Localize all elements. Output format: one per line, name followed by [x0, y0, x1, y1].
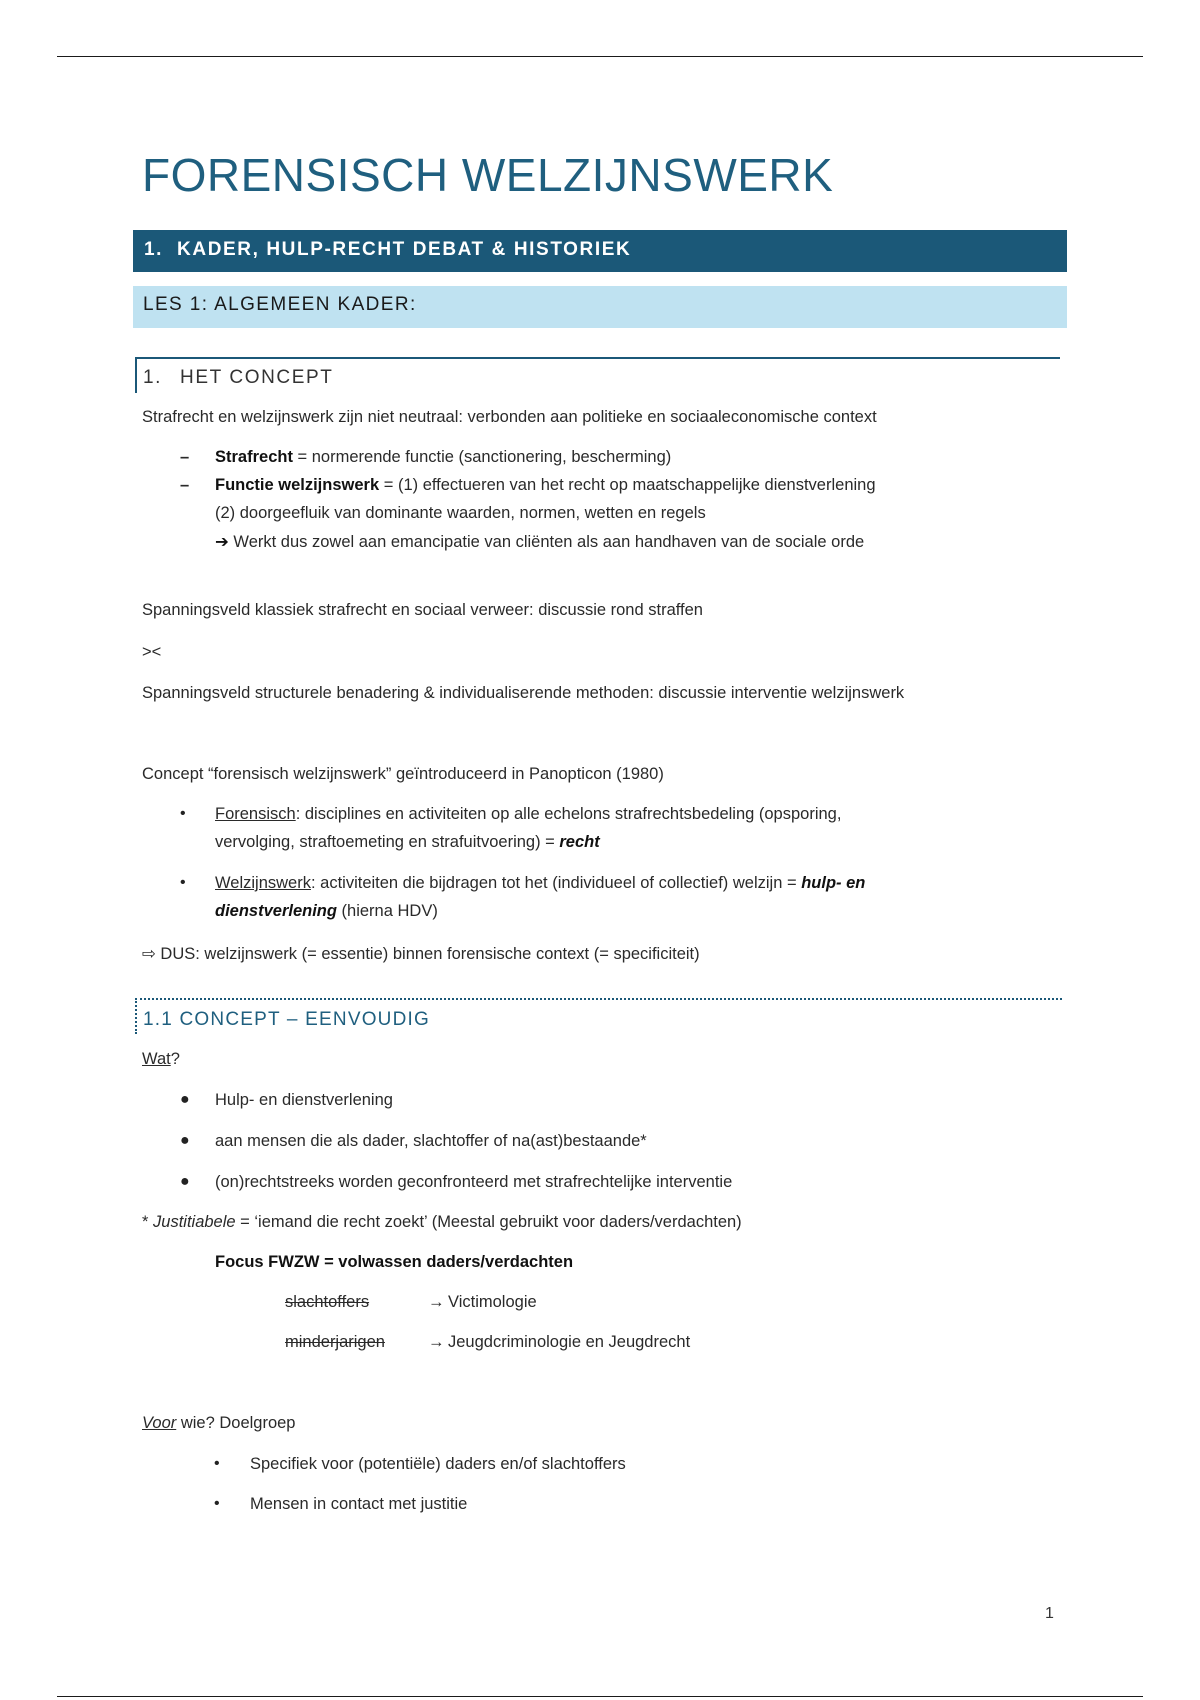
- dash-term: Functie welzijnswerk: [215, 476, 380, 494]
- arrow-icon: →: [428, 1333, 445, 1351]
- tension-line-2: Spanningsveld structurele benadering & individualiserende methoden: discussie interventie welzijnswerk: [142, 684, 905, 702]
- welzijnswerk-emph: hulp- en: [801, 874, 866, 892]
- section-number: 1.: [143, 367, 163, 388]
- bullet-icon: •: [180, 874, 186, 891]
- dash-item-welzijnswerk: [215, 476, 876, 495]
- voor-wie-line: [142, 1414, 296, 1433]
- dash-item: [180, 448, 189, 467]
- footnote-star: *: [142, 1213, 154, 1231]
- bullet-icon: ●: [180, 1173, 190, 1190]
- arrow-icon: →: [428, 1293, 445, 1311]
- les-heading-bar: LES 1: ALGEMEEN KADER:: [133, 286, 1067, 328]
- dus-line: ⇨ DUS: welzijnswerk (= essentie) binnen forensische context (= specificiteit): [142, 945, 700, 963]
- bullet-icon: •: [214, 1495, 220, 1512]
- arrow-line-text: Werkt dus zowel aan emancipatie van cliënten als aan handhaven van de sociale orde: [233, 533, 865, 551]
- heading-1-text: KADER, HULP-RECHT DEBAT & HISTORIEK: [177, 239, 632, 260]
- bullet-icon: •: [214, 1455, 220, 1472]
- footnote-text: = ‘iemand die recht zoekt’ (Meestal gebruikt voor daders/verdachten): [235, 1213, 742, 1231]
- heading-1-bar: [133, 230, 1067, 272]
- wat-label: [142, 1050, 180, 1069]
- heading-1-number: 1.: [144, 239, 164, 260]
- voor-rest: wie? Doelgroep: [176, 1414, 296, 1432]
- list-item: Mensen in contact met justitie: [250, 1495, 468, 1513]
- dash-marker: –: [180, 448, 190, 466]
- section-title: HET CONCEPT: [180, 367, 334, 388]
- excluded-target: Victimologie: [448, 1293, 537, 1311]
- continuation-line: (2) doorgeefluik van dominante waarden, normen, wetten en regels: [215, 504, 706, 522]
- versus-symbol: ><: [142, 643, 162, 661]
- welzijnswerk-tail: (hierna HDV): [336, 902, 438, 920]
- subsection-heading: 1.1 CONCEPT – EENVOUDIG: [135, 998, 1062, 1034]
- bottom-rule: [57, 1696, 1143, 1697]
- footnote-term: Justitiabele: [153, 1213, 236, 1231]
- list-item: (on)rechtstreeks worden geconfronteerd met strafrechtelijke interventie: [215, 1173, 733, 1191]
- wat-question: ?: [170, 1050, 180, 1068]
- tension-line-1: Spanningsveld klassiek strafrecht en sociaal verweer: discussie rond straffen: [142, 601, 703, 619]
- dash-text: = (1) effectueren van het recht op maatschappelijke dienstverlening: [379, 476, 876, 494]
- arrow-line: [215, 532, 864, 552]
- voor-term: Voor: [142, 1414, 177, 1432]
- right-arrow-icon: ➔: [215, 533, 229, 551]
- bullet-icon: •: [180, 805, 186, 822]
- dash-item: [180, 476, 189, 495]
- struck-term: minderjarigen: [285, 1333, 385, 1351]
- focus-line: Focus FWZW = volwassen daders/verdachten: [215, 1253, 574, 1271]
- top-rule: [57, 56, 1143, 57]
- forensisch-line-2: [215, 833, 600, 852]
- footnote-line: [142, 1213, 742, 1232]
- dash-text: = normerende functie (sanctionering, bescherming): [292, 448, 672, 466]
- bullet-icon: ●: [180, 1091, 190, 1108]
- welzijnswerk-line-2: [215, 902, 438, 921]
- struck-term: slachtoffers: [285, 1293, 370, 1311]
- concept-paragraph: Concept “forensisch welzijnswerk” geïntroduceerd in Panopticon (1980): [142, 765, 664, 783]
- page-number: 1: [1045, 1605, 1054, 1622]
- forensisch-line-1: [215, 805, 841, 824]
- dash-term: Strafrecht: [215, 448, 293, 466]
- list-item: Specifiek voor (potentiële) daders en/of slachtoffers: [250, 1455, 626, 1473]
- welzijnswerk-emph-2: dienstverlening: [215, 902, 337, 920]
- document-title: FORENSISCH WELZIJNSWERK: [142, 149, 834, 201]
- list-item: Hulp- en dienstverlening: [215, 1091, 393, 1109]
- welzijnswerk-term: Welzijnswerk: [215, 874, 311, 892]
- list-item: aan mensen die als dader, slachtoffer of na(ast)bestaande*: [215, 1132, 647, 1150]
- forensisch-emph: recht: [559, 833, 600, 851]
- bullet-icon: ●: [180, 1132, 190, 1149]
- welzijnswerk-text: : activiteiten die bijdragen tot het (individueel of collectief) welzijn =: [310, 874, 802, 892]
- excluded-target: Jeugdcriminologie en Jeugdrecht: [448, 1333, 691, 1351]
- forensisch-term: Forensisch: [215, 805, 296, 823]
- welzijnswerk-line-1: [215, 874, 865, 893]
- section-heading: [135, 357, 1060, 393]
- forensisch-text-2: vervolging, straftoemeting en strafuitvoering) =: [215, 833, 560, 851]
- intro-paragraph: Strafrecht en welzijnswerk zijn niet neutraal: verbonden aan politieke en sociaaleconomische context: [142, 408, 877, 426]
- dash-item-strafrecht: [215, 448, 671, 467]
- wat-term: Wat: [142, 1050, 171, 1068]
- forensisch-text: : disciplines en activiteiten op alle echelons strafrechtsbedeling (opsporing,: [295, 805, 842, 823]
- dash-marker: –: [180, 476, 190, 494]
